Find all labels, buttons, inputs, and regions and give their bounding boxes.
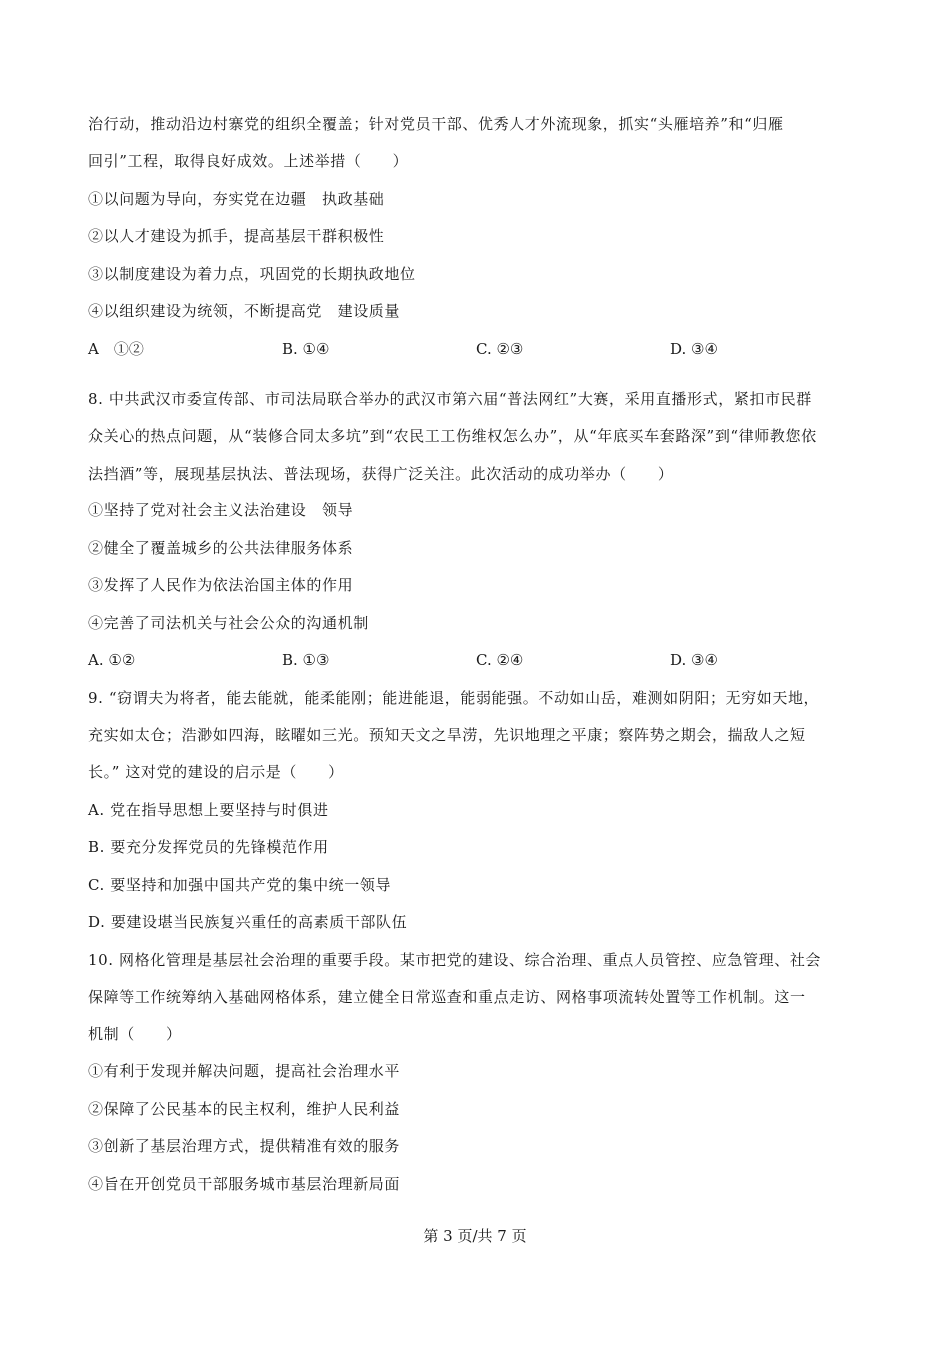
q7-statement-2: ②以人才建设为抓手，提高基层干群积极性 (88, 227, 385, 245)
q10-statement-2: ②保障了公民基本的民主权利，维护人民利益 (88, 1100, 401, 1118)
q7-option-d: D. ③④ (670, 340, 718, 358)
q8-option-a: A. ①② (88, 651, 136, 669)
q10-statement-3: ③创新了基层治理方式，提供精准有效的服务 (88, 1137, 401, 1155)
q8-stem-line-1: 8. 中共武汉市委宣传部、市司法局联合举办的武汉市第六届“普法网红”大赛，采用直播形式，紧扣市民群 (88, 390, 812, 408)
q10-statement-1: ①有利于发现并解决问题，提高社会治理水平 (88, 1062, 401, 1080)
q8-statement-1: ①坚持了党对社会主义法治建设 领导 (88, 501, 354, 519)
q10-stem-line-3: 机制（ ） (88, 1025, 182, 1043)
q8-option-d: D. ③④ (670, 651, 718, 669)
q9-stem-line-3: 长。” 这对党的建设的启示是（ ） (88, 763, 344, 781)
q10-stem-line-1: 10. 网格化管理是基层社会治理的重要手段。某市把党的建设、综合治理、重点人员管控、应急管理、社会 (88, 951, 822, 969)
q10-stem-line-2: 保障等工作统筹纳入基础网格体系，建立健全日常巡查和重点走访、网格事项流转处置等工作机制。这一 (88, 988, 806, 1006)
q7-option-c: C. ②③ (476, 340, 524, 358)
q7-statement-1: ①以问题为导向，夯实党在边疆 执政基础 (88, 190, 385, 208)
q7-stem-line-2: 回引”工程，取得良好成效。上述举措（ ） (88, 152, 409, 170)
q9-choice-c: C. 要坚持和加强中国共产党的集中统一领导 (88, 876, 392, 894)
q9-choice-d: D. 要建设堪当民族复兴重任的高素质干部队伍 (88, 913, 408, 931)
q9-stem-line-2: 充实如太仓；浩渺如四海，眩曜如三光。预知天文之旱涝，先识地理之平康；察阵势之期会，揣敌人之短 (88, 726, 806, 744)
q8-statement-2: ②健全了覆盖城乡的公共法律服务体系 (88, 539, 354, 557)
q7-option-a: A ①② (88, 340, 144, 358)
q7-stem-line-1: 治行动，推动沿边村寨党的组织全覆盖；针对党员干部、优秀人才外流现象，抓实“头雁培养”和“归雁 (88, 115, 784, 133)
q9-choice-b: B. 要充分发挥党员的先锋模范作用 (88, 838, 329, 856)
page-number-footer: 第 3 页/共 7 页 (423, 1227, 527, 1245)
q9-stem-line-1: 9. “窃谓夫为将者，能去能就，能柔能刚；能进能退，能弱能强。不动如山岳，难测如阴阳；无穷如天地， (88, 689, 820, 707)
q9-choice-a: A. 党在指导思想上要坚持与时俱进 (88, 801, 329, 819)
q7-statement-4: ④以组织建设为统领，不断提高党 建设质量 (88, 302, 401, 320)
q8-option-c: C. ②④ (476, 651, 524, 669)
q8-statement-3: ③发挥了人民作为依法治国主体的作用 (88, 576, 354, 594)
q7-option-b: B. ①④ (282, 340, 330, 358)
q8-stem-line-2: 众关心的热点问题，从“装修合同太多坑”到“农民工工伤维权怎么办”，从“年底买车套路深”到“律师教您依 (88, 427, 817, 445)
q8-statement-4: ④完善了司法机关与社会公众的沟通机制 (88, 614, 369, 632)
q8-stem-line-3: 法挡酒”等，展现基层执法、普法现场，获得广泛关注。此次活动的成功举办（ ） (88, 465, 674, 483)
q10-statement-4: ④旨在开创党员干部服务城市基层治理新局面 (88, 1175, 401, 1193)
q8-option-b: B. ①③ (282, 651, 330, 669)
q7-statement-3: ③以制度建设为着力点，巩固党的长期执政地位 (88, 265, 416, 283)
